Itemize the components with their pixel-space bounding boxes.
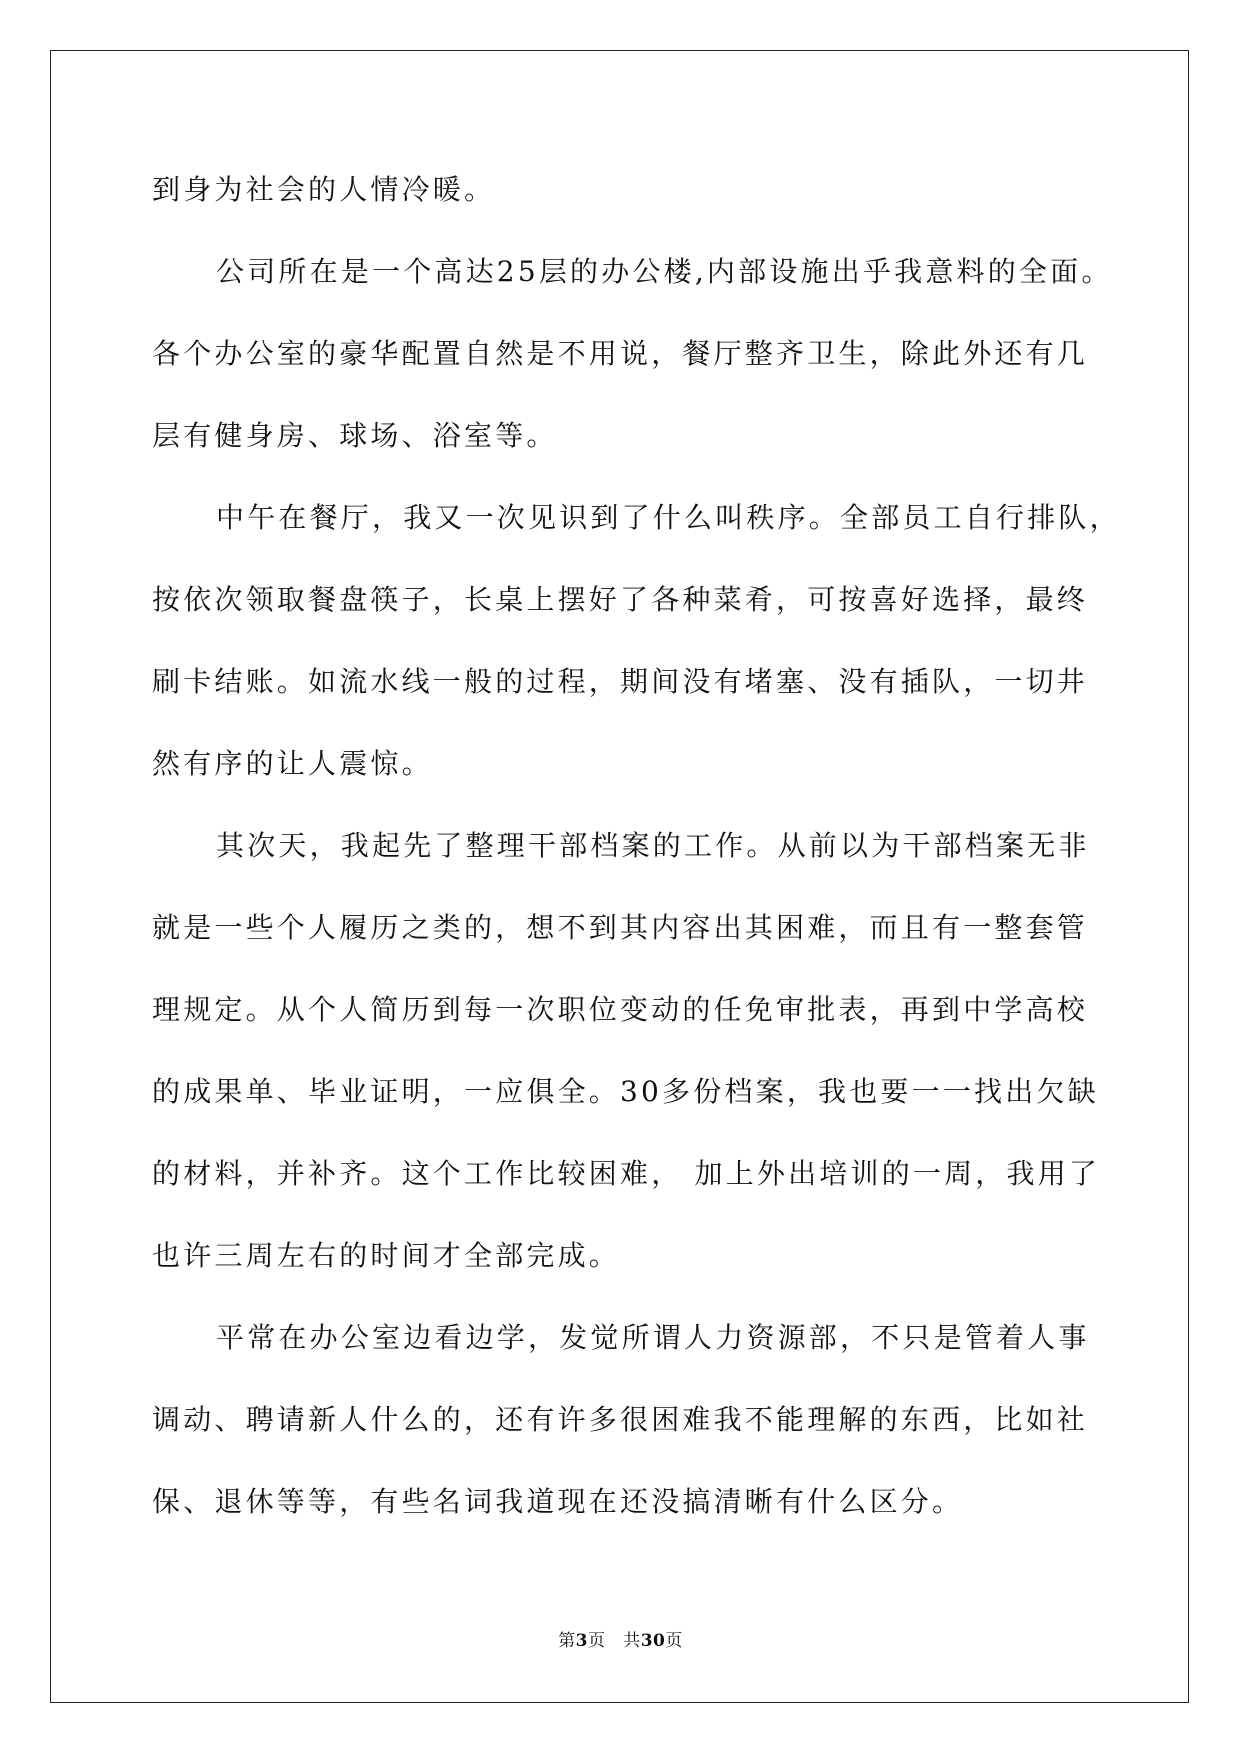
text-line: 然有序的让人震惊。 xyxy=(152,747,433,780)
text-line: 理规定。从个人简历到每一次职位变动的任免审批表，再到中学高校 xyxy=(152,993,1089,1026)
text-line: 平常在办公室边看边学，发觉所谓人力资源部，不只是管着人事 xyxy=(216,1321,1090,1354)
text-line: 按依次领取餐盘筷子，长桌上摆好了各种菜肴，可按喜好选择，最终 xyxy=(152,583,1089,616)
footer-total-suffix: 页 xyxy=(665,1631,683,1651)
page-footer xyxy=(0,1626,1241,1651)
text-line: 公司所在是一个高达25层的办公楼,内部设施出乎我意料的全面。 xyxy=(216,255,1113,288)
text-line: 就是一些个人履历之类的，想不到其内容出其困难，而且有一整套管 xyxy=(152,911,1089,944)
text-line: 的成果单、毕业证明，一应俱全。30多份档案，我也要一一找出欠缺 xyxy=(152,1075,1099,1108)
footer-page-suffix: 页 xyxy=(587,1631,606,1651)
text-line: 也许三周左右的时间才全部完成。 xyxy=(152,1239,621,1272)
text-line: 其次天，我起先了整理干部档案的工作。从前以为干部档案无非 xyxy=(216,829,1090,862)
footer-total-pages: 30 xyxy=(640,1631,666,1651)
footer-total-prefix: 共 xyxy=(623,1631,641,1651)
text-line: 调动、聘请新人什么的，还有许多很困难我不能理解的东西，比如社 xyxy=(152,1403,1089,1436)
footer-page-number: 3 xyxy=(575,1631,588,1651)
document-body xyxy=(152,160,1121,1532)
footer-prefix: 第 xyxy=(558,1631,576,1651)
text-line: 保、退休等等，有些名词我道现在还没搞清晰有什么区分。 xyxy=(152,1485,964,1518)
text-line: 刷卡结账。如流水线一般的过程，期间没有堵塞、没有插队，一切井 xyxy=(152,665,1089,698)
text-line: 层有健身房、球场、浴室等。 xyxy=(152,419,558,452)
text-line: 中午在餐厅，我又一次见识到了什么叫秩序。全部员工自行排队， xyxy=(216,501,1121,534)
text-line: 的材料，并补齐。这个工作比较困难， 加上外出培训的一周，我用了 xyxy=(152,1157,1101,1190)
text-line: 到身为社会的人情冷暖。 xyxy=(152,173,496,206)
text-line: 各个办公室的豪华配置自然是不用说，餐厅整齐卫生，除此外还有几 xyxy=(152,337,1089,370)
